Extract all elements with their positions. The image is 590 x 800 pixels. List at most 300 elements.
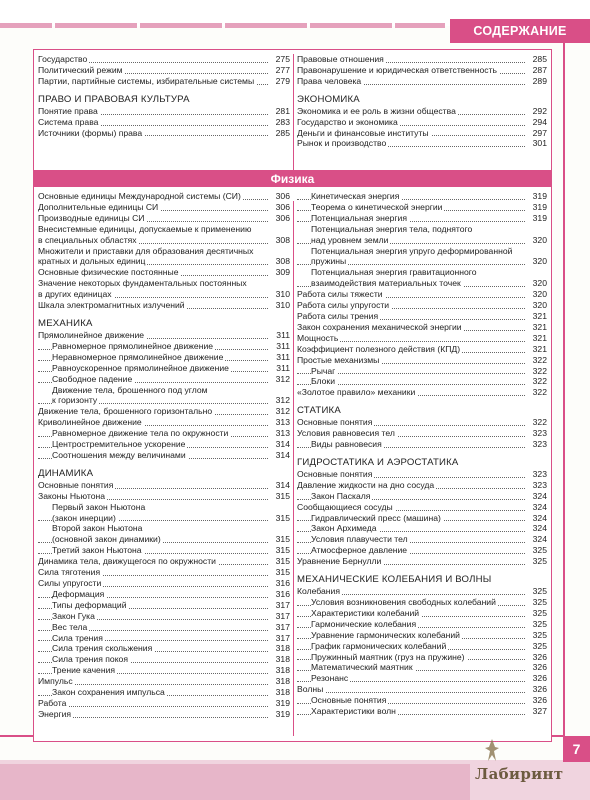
toc-entry[interactable]: [38, 128, 290, 139]
toc-entry-title: Условия возникновения свободных колебаний: [311, 597, 496, 607]
page-number: 7: [563, 736, 590, 762]
toc-entry-title: Сила тяготения: [38, 567, 101, 578]
toc-entry-title: Движение тела, брошенного горизонтально: [38, 406, 213, 417]
toc-entry-title: Основные единицы Международной системы (СИ): [38, 191, 241, 201]
toc-entry-title: Политический режим: [38, 64, 123, 75]
toc-entry[interactable]: [297, 76, 547, 87]
toc-entry-title: Силы упругости: [38, 578, 102, 588]
toc-entry-title: Сила трения скольжения: [52, 643, 153, 654]
toc-heading: ЭКОНОМИКА: [297, 93, 360, 105]
toc-entry[interactable]: [38, 76, 290, 87]
toc-entry-title: Условия равновесия тел: [297, 428, 395, 439]
toc-entry[interactable]: [38, 256, 290, 267]
toc-entry-title: Сила трения: [52, 632, 103, 643]
toc-entry-title: Потенциальная энергия: [311, 212, 407, 223]
toc-entry-page: 279: [275, 75, 290, 86]
watermark-figure-icon: [483, 737, 501, 763]
toc-entry[interactable]: [297, 54, 547, 65]
toc-entry[interactable]: [38, 589, 290, 600]
toc-entry-title: Соотношения между величинами: [52, 449, 186, 460]
toc-entry-page: 317: [275, 632, 290, 643]
toc-entry-page: 310: [275, 289, 290, 300]
toc-entry[interactable]: [38, 406, 290, 417]
toc-entry-title: Пружинный маятник (груз на пружине): [311, 651, 465, 662]
toc-entry[interactable]: [38, 289, 290, 300]
toc-entry-title: Уравнение Бернулли: [297, 556, 382, 567]
toc-entry-title: Криволинейное движение: [38, 417, 142, 428]
toc-entry[interactable]: [297, 597, 547, 608]
leader-dots: [297, 692, 525, 693]
toc-entry[interactable]: [297, 469, 547, 480]
toc-entry[interactable]: [297, 322, 547, 333]
toc-entry[interactable]: [297, 333, 547, 344]
toc-entry-page: 311: [276, 329, 290, 340]
toc-entry-title: Потенциальная энергия упруго деформированной: [311, 245, 513, 256]
toc-entry-title: Основные понятия: [311, 695, 387, 706]
toc-entry-page: 322: [532, 376, 547, 387]
top-rule-segment: [140, 23, 222, 28]
toc-entry[interactable]: [297, 523, 547, 534]
toc-entry-title: Законы Ньютона: [38, 490, 106, 501]
toc-entry-page: 325: [532, 586, 547, 597]
toc-entry-title: «Золотое правило» механики: [297, 387, 416, 398]
toc-entry-page: 315: [275, 490, 290, 501]
bottom-band: [0, 764, 470, 800]
toc-entry[interactable]: [297, 619, 547, 630]
toc-entry[interactable]: [38, 698, 290, 709]
toc-entry-title: График гармонических колебаний: [311, 640, 447, 651]
toc-entry[interactable]: [297, 355, 547, 366]
toc-entry-title: Равноускоренное прямолинейное движение: [52, 362, 229, 373]
toc-entry[interactable]: [38, 633, 290, 644]
toc-entry-title: Колебания: [297, 586, 340, 597]
toc-entry-page: 313: [275, 417, 290, 428]
toc-entry-page: 292: [532, 105, 547, 116]
toc-entry-page: 324: [532, 512, 547, 523]
toc-entry[interactable]: [38, 202, 290, 213]
toc-column-left: [38, 191, 290, 720]
toc-entry[interactable]: [38, 385, 290, 396]
toc-entry-page: 275: [275, 54, 290, 64]
toc-entry-title: Кинетическая энергия: [311, 191, 400, 201]
toc-entry-title: Математический маятник: [311, 662, 413, 673]
toc-entry-title: Неравномерное прямолинейное движение: [52, 351, 224, 362]
toc-entry-title: Работа: [38, 697, 67, 708]
toc-entry-page: 314: [275, 449, 290, 460]
toc-entry-page: 315: [275, 556, 290, 567]
toc-entry[interactable]: [38, 417, 290, 428]
toc-entry-page: 323: [532, 428, 547, 439]
toc-entry-page: 318: [275, 665, 290, 676]
toc-entry-title: Гармонические колебания: [311, 618, 417, 629]
toc-entry[interactable]: [38, 246, 290, 257]
toc-entry[interactable]: [38, 374, 290, 385]
toc-entry[interactable]: [297, 513, 547, 524]
toc-entry-page: 320: [532, 234, 547, 245]
toc-entry[interactable]: [38, 491, 290, 502]
toc-entry-page: 281: [275, 105, 290, 116]
toc-entry-page: 319: [532, 212, 547, 223]
toc-entry-page: 320: [532, 300, 547, 311]
toc-entry-page: 308: [275, 234, 290, 245]
toc-entry-title: Импульс: [38, 676, 73, 687]
toc-entry[interactable]: [38, 709, 290, 720]
toc-entry-title: Равномерное прямолинейное движение: [52, 340, 214, 351]
toc-entry[interactable]: [297, 224, 547, 235]
toc-entry-title: Работа силы упругости: [297, 300, 390, 311]
toc-heading: ГИДРОСТАТИКА И АЭРОСТАТИКА: [297, 456, 459, 468]
toc-entry[interactable]: [38, 622, 290, 633]
toc-entry-title: Резонанс: [311, 673, 349, 684]
toc-entry[interactable]: [297, 641, 547, 652]
page-header-title: СОДЕРЖАНИЕ: [450, 19, 590, 43]
toc-entry[interactable]: [297, 652, 547, 663]
toc-entry[interactable]: [38, 611, 290, 622]
toc-entry-title: Характеристики волн: [311, 706, 396, 717]
toc-entry-title: Значение некоторых фундаментальных постоянных: [38, 278, 247, 289]
toc-entry-page: 317: [275, 610, 290, 621]
toc-entry[interactable]: [38, 687, 290, 698]
toc-entry-page: 313: [275, 428, 290, 439]
toc-entry[interactable]: [38, 54, 290, 65]
toc-entry[interactable]: [297, 289, 547, 300]
toc-entry[interactable]: [38, 643, 290, 654]
toc-entry-title: Рычаг: [311, 365, 336, 376]
toc-entry[interactable]: [297, 300, 547, 311]
toc-entry-title: Первый закон Ньютона: [52, 501, 146, 512]
toc-entry-title: Волны: [297, 684, 324, 695]
toc-entry-title: Права человека: [297, 75, 362, 86]
toc-entry-page: 317: [275, 621, 290, 632]
toc-entry-title: Государство и экономика: [297, 116, 398, 127]
toc-entry-title: (основной закон динамики): [52, 534, 161, 545]
toc-entry[interactable]: [297, 491, 547, 502]
toc-entry-page: 314: [275, 479, 290, 490]
toc-entry-page: 323: [532, 479, 547, 490]
toc-entry-title: Дополнительные единицы СИ: [38, 201, 159, 212]
toc-entry[interactable]: [297, 608, 547, 619]
toc-entry-title: Динамика тела, движущегося по окружности: [38, 556, 216, 567]
toc-entry-page: 318: [275, 687, 290, 698]
toc-entry-page: 318: [275, 676, 290, 687]
toc-entry[interactable]: [297, 128, 547, 139]
toc-entry[interactable]: [38, 213, 290, 224]
toc-entry[interactable]: [297, 117, 547, 128]
toc-entry[interactable]: [38, 523, 290, 534]
toc-entry[interactable]: [38, 534, 290, 545]
toc-entry-title: Основные понятия: [297, 417, 373, 428]
toc-entry[interactable]: [38, 330, 290, 341]
toc-entry[interactable]: [297, 545, 547, 556]
toc-entry-page: 306: [275, 201, 290, 212]
toc-heading: МЕХАНИЧЕСКИЕ КОЛЕБАНИЯ И ВОЛНЫ: [297, 574, 492, 586]
toc-entry-title: Закон сохранения механической энергии: [297, 321, 462, 332]
toc-entry[interactable]: [297, 439, 547, 450]
toc-entry-title: Равномерное движение тела по окружности: [52, 428, 229, 439]
toc-entry-title: Давление жидкости на дно сосуда: [297, 479, 435, 490]
toc-entry-page: 301: [532, 138, 547, 149]
toc-entry-page: 321: [532, 321, 547, 332]
toc-entry-page: 326: [532, 684, 547, 695]
top-rule-segment: [55, 23, 137, 28]
toc-entry[interactable]: [38, 480, 290, 491]
toc-entry-page: 320: [532, 278, 547, 289]
toc-entry-page: 323: [532, 439, 547, 450]
toc-entry-title: Партии, партийные системы, избирательные системы: [38, 75, 255, 86]
toc-entry-title: Энергия: [38, 708, 72, 719]
toc-entry-title: Атмосферное давление: [311, 545, 408, 556]
toc-entry-page: 306: [275, 212, 290, 223]
toc-entry[interactable]: [297, 428, 547, 439]
toc-entry[interactable]: [297, 344, 547, 355]
top-rule-segment: [310, 23, 392, 28]
toc-entry-page: 285: [275, 127, 290, 138]
toc-entry[interactable]: [38, 428, 290, 439]
toc-entry-title: Понятие права: [38, 105, 98, 116]
toc-entry-page: 326: [532, 662, 547, 673]
toc-entry-page: 324: [532, 501, 547, 512]
toc-entry-title: Теорема о кинетической энергии: [311, 201, 443, 212]
toc-entry-page: 325: [532, 640, 547, 651]
toc-entry-title: Типы деформаций: [52, 599, 127, 610]
toc-entry-title: Вес тела: [52, 621, 88, 632]
toc-entry-title: Работа силы тяжести: [297, 289, 383, 300]
toc-entry[interactable]: [38, 278, 290, 289]
toc-entry[interactable]: [38, 665, 290, 676]
toc-entry[interactable]: [297, 684, 547, 695]
toc-entry-title: Условия плавучести тел: [311, 534, 408, 545]
toc-entry-title: Работа силы трения: [297, 310, 379, 321]
toc-entry[interactable]: [297, 267, 547, 278]
toc-entry[interactable]: [297, 387, 547, 398]
toc-entry[interactable]: [297, 695, 547, 706]
toc-entry-title: Основные физические постоянные: [38, 267, 179, 278]
toc-entry[interactable]: [38, 300, 290, 311]
toc-entry[interactable]: [38, 191, 290, 202]
toc-entry[interactable]: [38, 65, 290, 76]
toc-entry-title: над уровнем земли: [311, 234, 389, 245]
top-rule-segment: [0, 23, 52, 28]
toc-entry[interactable]: [297, 534, 547, 545]
toc-entry[interactable]: [38, 556, 290, 567]
toc-entry[interactable]: [38, 676, 290, 687]
toc-entry-title: Второй закон Ньютона: [52, 523, 143, 534]
toc-entry[interactable]: [38, 352, 290, 363]
toc-entry[interactable]: [297, 630, 547, 641]
toc-heading: СТАТИКА: [297, 405, 341, 417]
toc-entry-title: Производные единицы СИ: [38, 212, 145, 223]
toc-entry-page: 325: [532, 629, 547, 640]
toc-entry-page: 321: [532, 343, 547, 354]
toc-entry-title: Внесистемные единицы, допускаемые к применению: [38, 223, 252, 234]
toc-entry-page: 321: [532, 310, 547, 321]
toc-entry[interactable]: [38, 106, 290, 117]
toc-entry-page: 325: [532, 597, 547, 607]
toc-entry[interactable]: [38, 654, 290, 665]
toc-entry-page: 315: [275, 534, 290, 545]
toc-entry[interactable]: [297, 376, 547, 387]
toc-entry-page: 319: [532, 201, 547, 212]
toc-entry-title: в других единицах: [38, 289, 112, 300]
toc-entry-title: Закон сохранения импульса: [52, 687, 165, 698]
toc-entry-page: 309: [275, 267, 290, 278]
toc-entry[interactable]: [297, 480, 547, 491]
toc-entry-page: 312: [275, 373, 290, 384]
toc-entry-title: Потенциальная энергия гравитационного: [311, 267, 477, 278]
toc-entry[interactable]: [38, 600, 290, 611]
toc-entry-page: 311: [276, 362, 290, 373]
toc-entry-title: Прямолинейное движение: [38, 329, 145, 340]
toc-entry[interactable]: [297, 502, 547, 513]
toc-entry-title: пружины: [311, 256, 347, 267]
toc-entry[interactable]: [297, 235, 547, 246]
toc-entry-page: 326: [532, 695, 547, 706]
toc-entry[interactable]: [297, 706, 547, 717]
toc-entry[interactable]: [297, 366, 547, 377]
toc-entry-page: 287: [532, 64, 547, 75]
toc-entry[interactable]: [297, 202, 547, 213]
toc-entry-title: взаимодействия материальных точек: [311, 278, 461, 289]
toc-entry-title: Источники (формы) права: [38, 127, 143, 138]
toc-entry-title: Уравнение гармонических колебаний: [311, 629, 460, 640]
toc-entry[interactable]: [38, 363, 290, 374]
toc-entry-title: Характеристики колебаний: [311, 607, 420, 618]
toc-heading: МЕХАНИКА: [38, 317, 93, 329]
toc-entry-title: Основные понятия: [297, 468, 373, 479]
leader-dots: [38, 706, 268, 707]
toc-heading: ПРАВО И ПРАВОВАЯ КУЛЬТУРА: [38, 93, 190, 105]
toc-entry-page: 311: [276, 351, 290, 362]
toc-entry[interactable]: [38, 439, 290, 450]
toc-entry[interactable]: [297, 662, 547, 673]
toc-entry-title: Сообщающиеся сосуды: [297, 501, 393, 512]
toc-entry-page: 311: [276, 340, 290, 351]
toc-entry-page: 325: [532, 607, 547, 618]
toc-entry[interactable]: [38, 235, 290, 246]
toc-entry-title: Трение качения: [52, 665, 116, 676]
toc-entry-title: Множители и приставки для образования десятичных: [38, 245, 254, 256]
column-divider: [293, 201, 294, 736]
toc-entry-title: Движение тела, брошенного под углом: [52, 384, 208, 395]
toc-entry[interactable]: [38, 117, 290, 128]
toc-entry-title: Шкала электромагнитных излучений: [38, 300, 185, 311]
toc-entry-title: Закон Архимеда: [311, 523, 377, 534]
toc-entry-page: 319: [275, 708, 290, 719]
toc-entry-page: 318: [275, 643, 290, 654]
toc-section-social: [33, 49, 552, 175]
toc-entry[interactable]: [297, 278, 547, 289]
toc-entry-page: 316: [275, 588, 290, 599]
toc-entry-page: 310: [275, 300, 290, 311]
toc-entry-page: 322: [532, 387, 547, 398]
toc-entry[interactable]: [38, 267, 290, 278]
toc-entry-page: 325: [532, 545, 547, 556]
toc-entry[interactable]: [38, 567, 290, 578]
toc-entry-title: Потенциальная энергия тела, поднятого: [311, 223, 473, 234]
toc-entry-page: 322: [532, 365, 547, 376]
toc-entry[interactable]: [297, 673, 547, 684]
toc-entry-title: кратных и дольных единиц: [38, 256, 146, 267]
toc-entry-page: 316: [275, 578, 290, 588]
toc-entry[interactable]: [38, 450, 290, 461]
toc-entry-page: 326: [532, 651, 547, 662]
toc-entry-title: Закон Паскаля: [311, 490, 371, 501]
toc-entry-title: Экономика и ее роль в жизни общества: [297, 105, 456, 116]
toc-entry-title: Мощность: [297, 332, 339, 343]
toc-entry-page: 297: [532, 127, 547, 138]
toc-entry[interactable]: [297, 256, 547, 267]
toc-entry[interactable]: [297, 311, 547, 322]
toc-column-right: [297, 54, 547, 149]
toc-entry[interactable]: [38, 513, 290, 524]
toc-entry-title: Рынок и производство: [297, 138, 387, 149]
toc-entry-title: Правонарушение и юридическая ответственность: [297, 64, 498, 75]
toc-entry-page: 277: [275, 64, 290, 75]
toc-entry-title: Виды равновесия: [311, 439, 382, 450]
toc-entry-title: Основные понятия: [38, 479, 114, 490]
toc-entry[interactable]: [38, 545, 290, 556]
toc-entry-page: 322: [532, 354, 547, 365]
toc-entry-page: 312: [275, 406, 290, 417]
toc-entry-title: Простые механизмы: [297, 354, 380, 365]
toc-column-right: [297, 191, 547, 717]
toc-entry-title: Деформация: [52, 588, 105, 599]
toc-entry-title: Закон Гука: [52, 610, 95, 621]
toc-entry[interactable]: [38, 578, 290, 589]
toc-entry[interactable]: [297, 586, 547, 597]
toc-entry[interactable]: [297, 556, 547, 567]
toc-entry[interactable]: [297, 191, 547, 202]
top-rule-segment: [225, 23, 307, 28]
toc-entry-title: Система права: [38, 116, 99, 127]
toc-entry[interactable]: [38, 224, 290, 235]
toc-entry[interactable]: [297, 417, 547, 428]
toc-entry-title: Свободное падение: [52, 373, 133, 384]
toc-entry[interactable]: [38, 341, 290, 352]
toc-entry[interactable]: [297, 138, 547, 149]
toc-entry[interactable]: [38, 395, 290, 406]
toc-entry-title: Правовые отношения: [297, 54, 384, 64]
toc-entry-title: к горизонту: [52, 395, 98, 406]
toc-entry-title: Сила трения покоя: [52, 654, 128, 665]
watermark-logo: Лабиринт: [475, 765, 564, 783]
toc-entry[interactable]: [38, 502, 290, 513]
toc-section-physics: [33, 170, 552, 742]
toc-entry-page: 320: [532, 256, 547, 267]
toc-entry-page: 317: [275, 599, 290, 610]
toc-entry-page: 283: [275, 116, 290, 127]
toc-entry-title: Деньги и финансовые институты: [297, 127, 429, 138]
toc-entry-page: 322: [532, 417, 547, 428]
toc-entry[interactable]: [297, 213, 547, 224]
toc-entry-page: 308: [275, 256, 290, 267]
toc-entry[interactable]: [297, 65, 547, 76]
toc-entry-page: 323: [532, 468, 547, 479]
toc-entry-title: (закон инерции): [52, 512, 116, 523]
toc-entry-page: 325: [532, 556, 547, 567]
toc-entry-page: 285: [532, 54, 547, 64]
toc-entry-page: 319: [275, 697, 290, 708]
toc-entry-page: 312: [275, 395, 290, 406]
toc-entry-title: Блоки: [311, 376, 335, 387]
toc-entry-title: Государство: [38, 54, 88, 64]
toc-entry-title: Гидравлический пресс (машина): [311, 512, 441, 523]
toc-entry-page: 294: [532, 116, 547, 127]
toc-entry[interactable]: [297, 106, 547, 117]
toc-entry-page: 315: [275, 567, 290, 578]
toc-heading: ДИНАМИКА: [38, 467, 94, 479]
toc-entry[interactable]: [297, 246, 547, 257]
